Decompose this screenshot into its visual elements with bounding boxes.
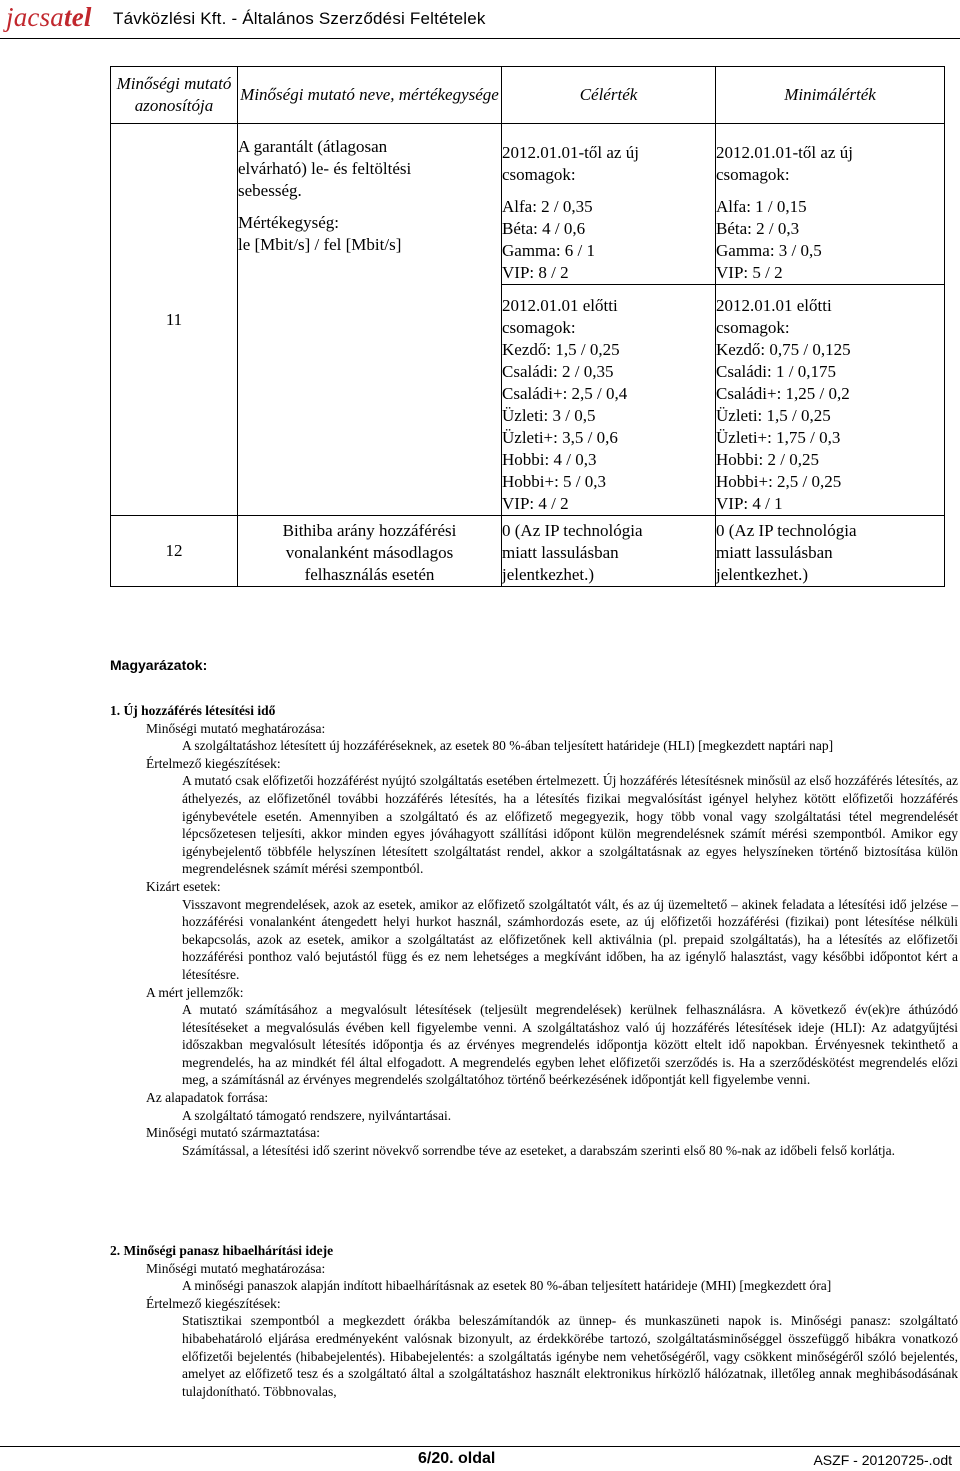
value-line: csomagok: xyxy=(502,165,576,184)
value-line: Hobbi+: 2,5 / 0,25 xyxy=(716,472,842,491)
target-value xyxy=(502,516,716,587)
section-text: Számítással, a létesítési idő szerint növekvő sorrendbe téve az eseteket, a darabszám szerinti első 80 %-nak az időbeli felső korlátja. xyxy=(182,1142,895,1158)
minimum-value xyxy=(716,516,945,587)
col-header-id: Minőségi mutató azonosítója xyxy=(111,67,238,124)
table-row xyxy=(111,516,945,587)
quality-indicator-table xyxy=(110,66,945,587)
value-line: 2012.01.01 előtti xyxy=(502,296,618,315)
value-line: csomagok: xyxy=(502,318,576,337)
value-line: Hobbi: 2 / 0,25 xyxy=(716,450,819,469)
name-line: Bithiba arány hozzáférési xyxy=(282,521,457,540)
value-line: Hobbi: 4 / 0,3 xyxy=(502,450,597,469)
value-line: VIP: 8 / 2 xyxy=(502,263,569,282)
name-line: le [Mbit/s] / fel [Mbit/s] xyxy=(238,235,402,254)
minimum-value-new xyxy=(716,124,945,285)
value-line: Kezdő: 0,75 / 0,125 xyxy=(716,340,851,359)
value-line: Béta: 4 / 0,6 xyxy=(502,219,586,238)
value-line: Üzleti+: 3,5 / 0,6 xyxy=(502,428,618,447)
target-value-new xyxy=(502,124,716,285)
section-label: Az alapadatok forrása: xyxy=(146,1090,269,1106)
value-line: Családi: 2 / 0,35 xyxy=(502,362,614,381)
section-text: Visszavont megrendelések, azok az esetek, amikor az előfizető szolgáltatót vált, és az új üzemeltető – akinek feladata a létesítési idő jelzése – hozzáférési vonalanként átengedett helyi hurkot használ, számhordozás esete, az új előfizetői hozzáférési (fizikai) pont létesítése nélküli bekapcsolás, azok az esetek, amikor a szolgáltatást az előfizetőnek kell aktiválnia (pl. prepaid szolgáltatás), ha a létesítés az előfizetői hozzáférési ponthoz való bejutástól függ és ez nem lehetséges a megkívánt időben, ha az igénylő halasztást, vagy későbbi időpontot kért a létesítésre. xyxy=(182,896,958,982)
value-line: VIP: 5 / 2 xyxy=(716,263,783,282)
section-text: Statisztikai szempontból a megkezdett órákba beleszámítandók az ünnep- és munkaszüneti napok is. Minőségi panasz: szolgáltató hibabehatároló eljárása eredményeként valósnak bizonyult, az érdekkörébe tartozó, szolgáltatásminőséggel összefüggő hibákra vonatkozó előfizetői bejelentés (hibabejelentés). Hibabejelentés: a szolgáltatás igénybe nem vehetőségéről, vagy csökkent minőségéről szóló bejelentés, amelyet az előfizető tesz és a szolgáltató által a szolgáltatáshoz használt elektronikus hírközlő hálózatnak, illetőleg annak meghibásodásának tulajdonítható. Többnovalas, xyxy=(182,1313,958,1399)
value-line: Üzleti: 1,5 / 0,25 xyxy=(716,406,831,425)
section-title: 2. Minőségi panasz hibaelhárítási ideje xyxy=(110,1243,334,1258)
target-value-old xyxy=(502,285,716,516)
value-line: Üzleti+: 1,75 / 0,3 xyxy=(716,428,841,447)
name-line: Mértékegység: xyxy=(238,213,340,232)
indicator-id: 11 xyxy=(111,124,238,516)
value-line: csomagok: xyxy=(716,165,790,184)
value-line: miatt lassulásban xyxy=(502,543,619,562)
minimum-value-old xyxy=(716,285,945,516)
document-title: Távközlési Kft. - Általános Szerződési Feltételek xyxy=(113,9,486,28)
page-header xyxy=(0,0,960,39)
col-header-name: Minőségi mutató neve, mértékegysége xyxy=(238,67,502,124)
value-line: VIP: 4 / 2 xyxy=(502,494,569,513)
value-line: miatt lassulásban xyxy=(716,543,833,562)
value-line: Üzleti: 3 / 0,5 xyxy=(502,406,596,425)
value-line: 2012.01.01-től az új xyxy=(502,143,639,162)
value-line: Kezdő: 1,5 / 0,25 xyxy=(502,340,620,359)
section-label: Minőségi mutató származtatása: xyxy=(146,1125,320,1141)
section-text: A szolgáltató támogató rendszere, nyilvántartásai. xyxy=(182,1107,452,1123)
section-label: A mért jellemzők: xyxy=(146,984,244,1000)
value-line: Családi+: 2,5 / 0,4 xyxy=(502,384,628,403)
name-line: vonalanként másodlagos xyxy=(285,543,454,562)
section-new-access xyxy=(110,702,958,1159)
value-line: Alfa: 1 / 0,15 xyxy=(716,197,807,216)
section-text: A minőségi panaszok alapján indított hibaelhárításnak az esetek 80 %-ában teljesített határideje (MHI) [megkezdett óra] xyxy=(182,1278,832,1294)
value-line: Hobbi+: 5 / 0,3 xyxy=(502,472,607,491)
indicator-id: 12 xyxy=(111,516,238,587)
value-line: Gamma: 3 / 0,5 xyxy=(716,241,822,260)
value-line: Gamma: 6 / 1 xyxy=(502,241,596,260)
name-line: elvárható) le- és feltöltési xyxy=(238,159,412,178)
name-line: A garantált (átlagosan xyxy=(238,137,388,156)
section-text: A szolgáltatáshoz létesített új hozzáféréseknek, az esetek 80 %-ában teljesített határideje (HLI) [megkezdett naptári nap] xyxy=(182,738,834,754)
indicator-name xyxy=(238,516,502,587)
value-line: jelentkezhet.) xyxy=(716,565,809,584)
name-line: sebesség. xyxy=(238,181,302,200)
name-line: felhasználás esetén xyxy=(304,565,435,584)
col-header-minimum: Minimálérték xyxy=(716,67,945,124)
section-label: Kizárt esetek: xyxy=(146,878,221,894)
footer-divider xyxy=(0,1446,960,1447)
value-line: 0 (Az IP technológia xyxy=(716,521,857,540)
section-label: Minőségi mutató meghatározása: xyxy=(146,720,326,736)
value-line: Családi+: 1,25 / 0,2 xyxy=(716,384,850,403)
section-text: A mutató csak előfizetői hozzáférést nyújtó szolgáltatás esetében értelmezett. Új hozzáférés létesítésnek minősül az első hozzáférés létesítés, az áthelyezés, az előfizetőnél további hozzáférés létesítés, ha a létesítés fizikai megvalósítást igényel helyhez kötött előfizetői hozzáférés igénybevétele esetén. Amennyiben a szolgáltató és az előfizető megegyezik, hogy több vonal vagy szolgáltatási tétel megrendelését lépcsőzetesen teljesíti, akkor minden egyes jóváhagyott szállítási időpont külön megrendelésnek számít mérési szempontból. Amikor egy igénybejelentő többféle helyszínen létesített szolgáltatást rendel, akkor a szolgáltatásnak az egyes helyszíneken történő biztosítása külön megrendelésnek számít mérési szempontból. xyxy=(182,773,958,877)
page-footer xyxy=(0,1446,960,1471)
section-label: Minőségi mutató meghatározása: xyxy=(146,1260,326,1276)
value-line: 2012.01.01 előtti xyxy=(716,296,832,315)
value-line: csomagok: xyxy=(716,318,790,337)
section-label: Értelmező kiegészítések: xyxy=(146,1295,281,1311)
document-id: ASZF - 20120725-.odt xyxy=(813,1452,952,1468)
indicator-name xyxy=(238,124,502,516)
value-line: Családi: 1 / 0,175 xyxy=(716,362,836,381)
value-line: 0 (Az IP technológia xyxy=(502,521,643,540)
value-line: Béta: 2 / 0,3 xyxy=(716,219,800,238)
section-label: Értelmező kiegészítések: xyxy=(146,755,281,771)
table-row xyxy=(111,124,945,285)
value-line: VIP: 4 / 1 xyxy=(716,494,783,513)
explanations-heading: Magyarázatok: xyxy=(110,657,208,673)
value-line: 2012.01.01-től az új xyxy=(716,143,853,162)
section-text: A mutató számításához a megvalósult létesítések (teljesült megrendelések) kerülnek felhasználásra. A következő év(ek)re áthúzódó létesítéseket a megvalósulás évében kell figyelembe venni. A szolgáltatáshoz való új hozzáférés létesítések ideje (HLI): Az adatgyűjtési időszakban megvalósult létesítés időpontja és az érvényes megrendelés időpontja között eltelt idő napokban. Érvényesnek tekinthető a megrendelés, ha az mindkét fél által elfogadott. A megrendelés egyben lehet előfizetői szerződés is. Ha a szerződéskötést megrendelés előzi meg, a számításnál az érvényes megrendelés szolgáltatóhoz történő beérkezésének időpontját kell figyelembe venni. xyxy=(182,1002,958,1088)
section-title: 1. Új hozzáférés létesítési idő xyxy=(110,703,276,718)
page-number: 6/20. oldal xyxy=(418,1450,496,1467)
table-header-row xyxy=(111,67,945,124)
value-line: jelentkezhet.) xyxy=(502,565,595,584)
company-logo: jacsatel xyxy=(6,2,92,32)
col-header-target: Célérték xyxy=(502,67,716,124)
value-line: Alfa: 2 / 0,35 xyxy=(502,197,593,216)
section-quality-complaint xyxy=(110,1242,958,1400)
